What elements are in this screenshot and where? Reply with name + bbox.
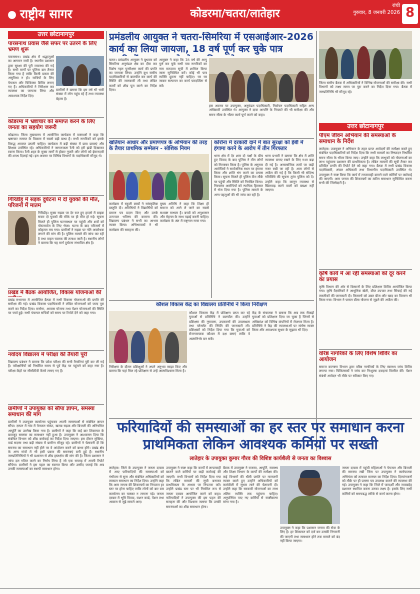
lead-body-col-2: आयुक्त ने कहा कि 18 वर्ष की आयु पूर्ण कर चुके सभी पात्र नागरिकों का नाम मतदाता सूची में शामिल किया जाना सुनिश्चित करें। कोई भी पात्र व्यक्ति छूटना नहीं चाहिए। घर घर जाकर सत्यापन का कार्य पारदर्शिता से करें। [159, 58, 207, 88]
left-story-6-body: ग्रामीणों ने उपायुक्त कार्यालय पहुंचकर अपनी समस्याओं से संबंधित ज्ञापन सौंपा। ज्ञापन में गांव में पेयजल संकट, खराब सड़क और बिजली की अनियमित आपूर्ति का उल्लेख किया गया है। ग्रामीणों ने कहा कि कई बार शिकायत के बावजूद समस्या का समाधान नहीं हुआ है। उपायुक्त ने आश्वासन दिया कि संबंधित विभाग को शीघ्र कार्रवाई का निर्देश दिया जाएगा। इस दौरान मुखिया, वार्ड सदस्य तथा बड़ी संख्या में ग्रामीण मौजूद रहे। ग्रामीणों ने चेतावनी दी कि समस्या का समाधान नहीं होने पर वे आंदोलन करने को बाध्य होंगे। प्रखंड क्षेत्र के अन्य गांवों में भी इसी प्रकार की समस्याएं बनी हुई हैं। स्थानीय जनप्रतिनिधियों ने भी प्रशासन से शीघ्र हस्तक्षेप की मांग की है। जिला प्रशासन ने जांच दल गठित करने का निर्णय लिया है जो एक सप्ताह में अपनी रिपोर्ट सौंपेगा। ग्रामीणों ने इस पहल का स्वागत किया और उम्मीद जताई कि अब उनकी समस्याओं का स्थायी समाधान होगा। [8, 420, 104, 472]
dateline-date: गुरुवार, 8 जनवरी 2026 [353, 10, 400, 16]
column-divider [106, 31, 107, 451]
right-headline-2: कृषि कार्य में आ रही समस्याओं को दूर करने का प्रयास [319, 271, 406, 284]
bottom-body-col-4: उपायुक्त ने कहा कि प्रशासन जनता की सेवा के लिए है। हर शिकायत को दर्ज कर उसकी निगरानी की जाएगी तथा समाधान होने तक मामले को बंद नहीं किया जाएगा। [280, 526, 340, 543]
bottom-body-col-5: जनता दरबार में पहुंची महिलाओं ने पेयजल और बिजली की समस्या रखी जिस पर उपायुक्त ने कार्यपालक अभियंता को तत्काल मरम्मत का निर्देश दिया। दिव्यांगजनों को मौके पर ही प्रमाण पत्र उपलब्ध कराने की व्यवस्था की गई। उपायुक्त ने कहा कि जिले में पारदर्शी और जवाबदेह प्रशासन स्थापित करना उनका लक्ष्य है। इसके लिए सभी कर्मियों को समयबद्ध तरीके से कार्य करना होगा। [342, 466, 412, 496]
dateline-city: रांची [392, 3, 400, 9]
right-top-body: जिला स्तरीय बैठक में अधिकारियों ने विभिन्न योजनाओं की समीक्षा की। सभी विभागों को लक्ष्य समय पर पूरा करने का निर्देश दिया गया। बैठक में जनप्रतिनिधि भी मौजूद रहे। [319, 81, 412, 94]
left-headline-6: ग्रामीणों ने उपायुक्त को सौंपा ज्ञापन, समस्या समाधान की मांग [8, 406, 95, 419]
middle-story-3-photo [109, 311, 187, 363]
lead-body-col-3: इस अवसर पर उपायुक्त, अनुमंडल पदाधिकारी, निर्वाचन पदाधिकारी सहित अन्य अधिकारी उपस्थित थे। आयुक्त ने दावा आपत्ति के निपटारे की भी समीक्षा की और समय सीमा के भीतर कार्य पूर्ण करने को कहा। [209, 104, 314, 117]
left-story-5-body: विद्यालय प्रबंधन ने बताया कि प्रवेश परीक्षा की सभी तैयारियां पूरी कर ली गई हैं। परीक्षार्थियों को निर्धारित समय से पूर्व केंद्र पर पहुंचने को कहा गया है। परीक्षा केंद्रों पर सीसीटीवी कैमरे लगाए गए हैं। [8, 360, 104, 373]
right-story-2-body: कृषि विभाग की ओर से किसानों के लिए प्रशिक्षण शिविर आयोजित किया गया। कृषि वैज्ञानिकों ने आधुनिक खेती, बीज उपचार तथा सिंचाई की नई तकनीकों की जानकारी दी। किसानों को उन्नत बीज और खाद का वितरण भी किया गया। विभाग ने फसल बीमा योजना से जुड़ने की अपील की। [319, 285, 412, 302]
page-number: 8 [402, 4, 418, 24]
column-divider [211, 140, 212, 298]
divider [319, 269, 412, 270]
left-story-4-body: प्रखंड सभागार में आयोजित बैठक में सभी विकास योजनाओं की प्रगति की समीक्षा की गई। प्रखंड विकास पदाधिकारी ने लंबित योजनाओं को जल्द पूरा करने का निर्देश दिया। मनरेगा, आवास योजना तथा पेंशन योजनाओं की स्थिति पर चर्चा हुई। सभी पंचायत सचिवों को समय पर रिपोर्ट देने को कहा गया। [8, 298, 104, 315]
left-headline-1: पारसनाथ प्रवास जैसे सफर पर उतरने के लिए भ्रमण शुरू [8, 41, 97, 54]
middle-story-2-headline: कोरोना में दरकारी दाने में बात सुरक्षा को ईबी में हंगामा करने के आरोप में तीन गिरफ्तार [214, 140, 304, 153]
masthead [0, 0, 420, 28]
left-story-1-photo [56, 56, 104, 86]
middle-story-1-body-b: मुख्य अतिथि ने कहा कि शिक्षा ही समाज को आगे ले जाने का सबसे सशक्त माध्यम है। बच्चों को अनुशासन और मेहनत के साथ पढ़ाई करनी चाहिए। कार्यक्रम के अंत में राष्ट्रगान गाया गया। [160, 202, 209, 224]
lead-body-col-1: चतरा। प्रमंडलीय आयुक्त ने बुधवार को सिमरिया अनुमंडल क्षेत्र का दौरा कर विशेष गहन पुनरीक्षण कार्य की प्रगति का जायजा लिया। उन्होंने बूथ स्तरीय पदाधिकारियों से बातचीत कर कार्य की स्थिति की जानकारी ली तथा लंबित कार्यों को शीघ्र पूरा करने का निर्देश दिया। [109, 58, 157, 93]
right-story-1-body: लातेहार। उपायुक्त ने अभियान के तहत प्राप्त आवेदनों की समीक्षा करते हुए संबंधित पदाधिकारियों को निर्देश दिया कि सभी मामलों का निष्पादन निर्धारित समय सीमा के भीतर किया जाए। उन्होंने कहा कि लाभुकों को योजनाओं का लाभ पहुंचाना प्रशासन की प्राथमिकता है। लंबित मामलों की सूची तैयार कर प्रतिदिन प्रगति की रिपोर्ट देने को कहा गया। बैठक में सभी प्रखंड विकास पदाधिकारी, अंचल अधिकारी तथा विभागीय पदाधिकारी उपस्थित थे। उपायुक्त ने स्पष्ट किया कि कार्य में लापरवाही बरतने वाले कर्मियों पर कार्रवाई की जाएगी। आम जनता की शिकायतों का त्वरित समाधान सुनिश्चित करना सभी की जिम्मेदारी है। [319, 147, 412, 186]
right-headline-3: वरिष्ठ नागरिकों के लिए विशेष शिविर का आयोजन [319, 351, 398, 364]
left-story-3-body: गिरिडीह। मुख्य सड़क पर देर रात हुए हादसे में बाइक सवार दो युवकों की मौके पर ही मौत हो गई। सूचना मिलते ही पुलिस घटनास्थल पर पहुंची और शवों को पोस्टमार्टम के लिए भेजा। घटना के बाद परिजनों में कोहराम मच गया। ग्रामीणों ने सड़क पर गति अवरोधक लगाने की मांग की है। पुलिस मामले की जांच कर रही है तथा वाहन चालक की तलाश जारी है। स्थानीय लोगों ने बताया कि यह मार्ग दुर्घटना संभावित क्षेत्र है। [38, 211, 104, 246]
bottom-body-col-3: बैठक में उपायुक्त ने राजस्व, आपूर्ति, स्वास्थ्य और शिक्षा विभाग के कार्यों की समीक्षा की। कई विभागों की धीमी प्रगति पर नाराजगी व्यक्त करते हुए उन्होंने अधिकारियों को कार्यशैली में सुधार लाने की चेतावनी दी। उन्होंने कहा कि सरकारी योजनाओं का लाभ अंतिम व्यक्ति तक पहुंचना चाहिए। अनुपस्थित पाए गए कर्मियों से स्पष्टीकरण मांगा गया है। [223, 466, 278, 505]
right-headline-1: पीएम जीवन अभियान की समस्याओं के समाधान के निर्देश [319, 133, 396, 146]
middle-story-1-body-a: कार्यक्रम में स्कूली बच्चों ने सांस्कृतिक प्रस्तुति दी। अतिथियों ने विद्यार्थियों को प्रमाण पत्र प्रदान किए और उनके उज्ज्वल भविष्य की कामना की। विद्यालय प्रबंधन ने सभी का आभार व्यक्त किया। अभिभावकों ने भी कार्यक्रम की सराहना की। [109, 202, 158, 232]
right-top-photo [319, 31, 412, 79]
lead-photo [209, 58, 314, 102]
right-story-3-body: समाज कल्याण विभाग द्वारा वरिष्ठ नागरिकों के लिए स्वास्थ्य जांच शिविर लगाया गया। चिकित्सकों ने जांच कर निःशुल्क दवाइयां वितरित कीं। पेंशन संबंधी आवेदन भी मौके पर स्वीकार किए गए। [319, 365, 412, 378]
section-title: कोडरमा/चतरा/लातेहार [190, 7, 280, 20]
brand-dot-icon [8, 11, 16, 19]
middle-story-3-body-a: कौशल विकास केंद्र में प्रशिक्षण प्राप्त कर रहे युवाओं से प्रतिनिधि ने बातचीत की। उन्होंने प्रशिक्षण की गुणवत्ता, उपकरणों की उपलब्धता तथा प्लेसमेंट की स्थिति की जानकारी ली। प्रशिक्षकों को निर्देश दिया गया कि युवाओं को रोजगारपरक कौशल में दक्ष बनाएं ताकि वे आत्मनिर्भर बन सकें। [189, 311, 250, 341]
column-divider [316, 31, 317, 451]
divider [8, 117, 104, 118]
left-column-bar: उत्तर छोटानागपुर [8, 31, 104, 39]
left-headline-4: प्रखंड में बैठक आयोजित, विकास योजनाओं की [8, 290, 102, 296]
right-column-bar: उत्तर छोटानागपुर [319, 123, 412, 131]
left-story-3-photo [8, 211, 36, 245]
divider [109, 418, 412, 419]
brand-logo [8, 4, 100, 24]
divider [8, 195, 104, 196]
divider [8, 288, 104, 289]
divider [8, 350, 104, 351]
lead-headline: प्रमंडलीय आयुक्त ने चतरा-सिमरिया में एसआईआर-2026 कार्य का लिया जायजा, 18 वर्ष पूर्ण कर चुके पात्र [109, 32, 314, 55]
brand-name: राष्ट्रीय सागर [20, 7, 73, 21]
left-headline-3: गिरिडीह में सड़क दुर्घटना में दो युवकों की मौत, परिजनों में मातम [8, 197, 100, 210]
divider [8, 404, 104, 405]
left-headline-5: नवोदय विद्यालय में परीक्षा की तैयारी पूरी [8, 352, 88, 358]
divider [319, 349, 412, 350]
left-story-1-body-a: पारसनाथ। प्रखंड क्षेत्र में श्रद्धालुओं का आगमन जारी है। स्थानीय प्रशासन द्वारा सुरक्षा की पूरी व्यवस्था की गई है। सभी मार्गों पर पुलिस बल तैनात किया गया है ताकि किसी प्रकार की असुविधा न हो। यात्रियों के लिए पेयजल और चिकित्सा शिविर लगाए गए हैं। अधिकारियों ने निरीक्षण कर व्यवस्था का जायजा लिया और आवश्यक निर्देश दिए। [8, 55, 54, 98]
middle-story-1-photo [109, 154, 209, 200]
left-story-1-body-b: ग्रामीणों ने बताया कि इस वर्ष भी भारी संख्या में लोग पहुंच रहे हैं तथा व्यवस्था बेहतर है। [56, 88, 104, 101]
middle-story-3-body-c: निरीक्षण के दौरान प्रशिक्षुओं ने अपने अनुभव साझा किए और बताया कि यहां मिल रहे प्रशिक्षण से उन्हें आत्मविश्वास मिला है। [109, 365, 187, 374]
left-headline-2: कोडरमा में भ्रष्टाचार को समाप्त करने के लिए जनता का सहयोग जरूरी [8, 119, 96, 132]
bottom-officer-photo [280, 466, 340, 524]
middle-story-2-body-b: थाना प्रभारी ने बताया कि क्षेत्र में शांति व्यवस्था बनाए रखने के लिए गश्त बढ़ा दी गई है। असामाजिक तत्वों पर कड़ी नजर रखी जा रही है। आम लोगों से अपील की गई है कि किसी भी संदिग्ध गतिविधि की सूचना तुरंत पुलिस को दें। उन्होंने कहा कि कानून व्यवस्था से खिलवाड़ करने वालों को बख्शा नहीं जाएगा। [265, 154, 314, 193]
bottom-body-col-1: लातेहार। जिले के उपायुक्त ने जनता दरबार में आए फरियादियों की समस्याओं को गंभीरता से सुना और संबंधित अधिकारियों को तत्काल समाधान का निर्देश दिया। उन्होंने कहा कि आम जनता की शिकायतों का निपटारा हर स्तर पर होना चाहिए ताकि लोगों को बार बार कार्यालय का चक्कर न लगाना पड़े। जनता दरबार में भूमि विवाद, राशन कार्ड, पेंशन तथा आवास से जुड़े मामले आए। [109, 466, 164, 505]
left-story-2-body: कोडरमा। जिला मुख्यालय में आयोजित कार्यक्रम में वक्ताओं ने कहा कि भ्रष्टाचार समाज के विकास में सबसे बड़ी बाधा है। सभी नागरिकों को इसके विरुद्ध आवाज उठानी चाहिए। कार्यक्रम में बड़ी संख्या में छात्र छात्राएं और शिक्षक उपस्थित रहे। अधिकारियों ने जागरूकता रैली को हरी झंडी दिखाकर रवाना किया। रैली शहर के मुख्य मार्गों से होकर गुजरी और लोगों को ईमानदारी की शपथ दिलाई गई। इस अवसर पर विभिन्न विभागों के पदाधिकारी मौजूद थे। [8, 133, 104, 159]
divider [109, 300, 314, 301]
middle-story-1-headline: खतियान आधार और प्रमाणपत्र के अभियान की तरह के तैयार प्राथमिक सम्मेलन - सोशिक नियम [109, 140, 208, 153]
divider [109, 138, 314, 139]
bottom-subheadline: लातेहार के उपायुक्त कुमार गौरव की विशिष्ट कार्यशैली से जनता का विश्वास [189, 456, 332, 462]
page-footer-rule [0, 588, 420, 594]
middle-story-2-body-a: थाना क्षेत्र में देर शाम दो पक्षों के बीच हुए विवाद के बाद पुलिस ने तीन लोगों को गिरफ्तार किया है। पुलिस के अनुसार आरोपियों ने सार्वजनिक स्थल पर हंगामा किया और शांति भंग करने का प्रयास किया। सूचना मिलते ही पुलिस टीम मौके पर पहुंची और स्थिति को नियंत्रित किया। गिरफ्तार आरोपियों को न्यायिक हिरासत में भेज दिया गया है। पुलिस मामले के अन्य पहलुओं की भी जांच कर रही है। [214, 154, 263, 197]
dateline [330, 3, 400, 25]
bottom-headline: फरियादियों की समस्याओं का हर स्तर पर समाधान करना प्राथमिकता लेकिन आवश्यक कर्मियों पर सख्ती [116, 420, 405, 453]
middle-story-3-body-b: केंद्र के संचालक ने बताया कि अब तक सैकड़ों युवाओं को प्रशिक्षण दिया जा चुका है जिनमें से अधिकांश को विभिन्न कंपनियों में रोजगार मिला है। प्रतिनिधि ने केंद्र की व्यवस्थाओं पर संतोष व्यक्त किया और आवश्यक सुधार के सुझाव भी दिए। [252, 311, 314, 333]
bottom-body-col-2: उपायुक्त ने स्पष्ट कहा कि कार्यों में लापरवाही बरतने वाले कर्मियों पर कड़ी कार्रवाई की जाएगी। सभी विभागों को निर्देश दिया गया कि लंबित मामलों की सूची बनाकर प्राथमिकता के आधार पर निपटारा करें। उन्होंने प्रखंड स्तर पर भी नियमित रूप से जनता दरबार आयोजित करने को कहा। फरियादियों ने उपायुक्त की इस पहल की सराहना की और विश्वास जताया कि उनकी समस्याओं का शीघ्र समाधान होगा। [166, 466, 221, 509]
middle-story-3-headline: कौशल विकास केंद्र का विद्यालय प्रतिनिधि ने किया निरीक्षण [155, 302, 268, 308]
